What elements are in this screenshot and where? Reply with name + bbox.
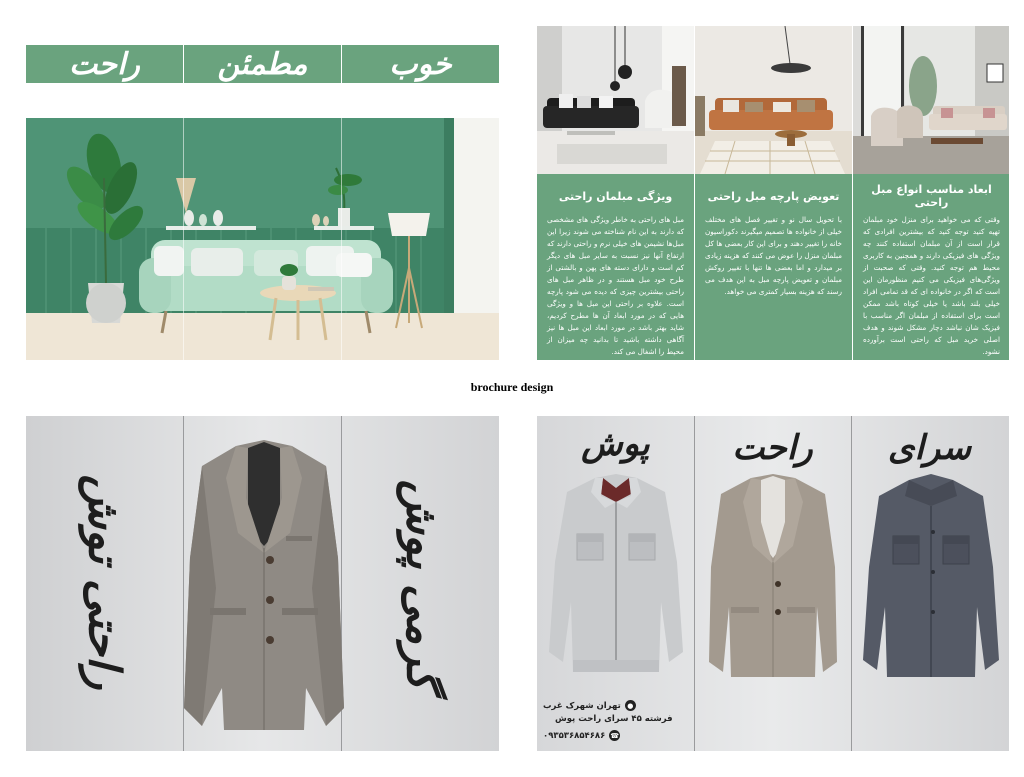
column-title: تعویض پارچه مبل راحتی (707, 189, 840, 203)
column-body: مبل های راحتی به خاطر ویژگی های مشخصی که دارند به این نام شناخته می شوند زیرا این مبل‌ها نشیمن های خیلی نرم و راحتی دارند که ارتفاع آنها نیز نسبت به سایر مبل های دیگر کم است و دارای دسته های پهن و بالشتی از طرح خود مبل هستند و در ظاهر مبل های راحتی بیشترین چیزی که دیده می شود پارچه است. علاوه بر راحتی این مبل ها و ویژگی هایی که در مورد ابعاد آن ها مطرح کردیم، شاید بهتر باشد در مورد ابعاد این مبل ها نیز آگاهی داشته باشید تا بدانید چه میزان از محیط را اشغال می کند. (547, 215, 684, 356)
brand-word-push: پوش (581, 424, 650, 464)
phone-number: ۰۹۳۵۳۶۸۵۴۶۸۶ (543, 730, 606, 741)
living-room-photo (26, 118, 499, 360)
beige-blazer-image (703, 472, 843, 682)
column-body: وقتی که می خواهید برای منزل خود مبلمان تهیه کنید توجه کنید که بیشترین افرادی که قرار است از آن مبلمان استفاده کنند چه ویژگی های فیزیکی دارند و همچنین به کاربری محیط هم توجه کنید. وقتی که صحبت از ویژگی‌های فیزیکی می کنیم منظورمان این است که اگر در خانواده ای که قد تمامی افراد خیلی بلند باشد یا خیلی کوتاه باشد ممکن است برای استفاده از مبلمان اگر مناسب با فیزیک شان نباشد دچار مشکل شوند و هدف اصلی خرید مبل که راحتی است برآورده نشود. (863, 215, 1000, 356)
jacket-brochure-right (537, 416, 1009, 751)
living-room-illustration (26, 118, 499, 360)
info-column-dimensions (853, 26, 1009, 360)
column-body: با تحویل سال نو و تغییر فصل های مختلف خیلی از خانواده ها تصمیم میگیرند دکوراسیون خانه را تغییر دهند و برای این کار بعضی ها کل مبلمان منزل را عوض می کنند که هزینه زیادی بر میدارد و اما بعضی ها تنها با تغییر روکش مبلمان و تعویض پارچه مبل به این هدف می رسند که هزینه بسیار کمتری می خواهد. (705, 215, 842, 296)
vertical-slogan-warmth: گرمی پوش (396, 480, 448, 690)
brand-word-rahat: راحت (732, 428, 813, 468)
jacket-brochure-left (26, 416, 499, 751)
info-panel (537, 26, 1009, 360)
long-coat-image (176, 438, 351, 733)
address-street: فرشته ۴۵ سرای راحت پوش (555, 714, 673, 724)
phone-icon: ☎ (610, 731, 620, 740)
address-line-2 (555, 714, 673, 724)
navy-overshirt-image (859, 472, 1003, 682)
header-word-2: مطمئن (184, 45, 342, 83)
gray-zip-jacket-image (545, 472, 687, 677)
header-word-3: خوب (389, 46, 452, 82)
room-illustration (695, 26, 852, 174)
address-city: تهران شهرک غرب (543, 700, 621, 711)
address-line-1 (543, 700, 636, 711)
black-sofa-room-photo (537, 26, 694, 174)
fold-line (341, 118, 342, 360)
info-column-fabric (695, 26, 852, 360)
brochure-header-bar (26, 45, 499, 83)
header-word-1: راحت (26, 45, 184, 83)
room-illustration (537, 26, 694, 174)
room-illustration (853, 26, 1009, 174)
brand-word-saray: سرای (887, 428, 972, 468)
vertical-slogan-comfort: راحتی توش (78, 474, 130, 690)
info-column-features (537, 26, 694, 360)
column-title: ویژگی مبلمان راحتی (558, 189, 673, 203)
column-title: ابعاد مناسب انواع مبل راحتی (871, 183, 992, 209)
phone-line (543, 730, 620, 741)
fold-line (183, 118, 184, 360)
orange-sofa-room-photo (695, 26, 852, 174)
beige-sofa-room-photo (853, 26, 1009, 174)
brochure-caption: brochure design (470, 380, 554, 394)
location-pin-icon: ● (625, 700, 636, 711)
